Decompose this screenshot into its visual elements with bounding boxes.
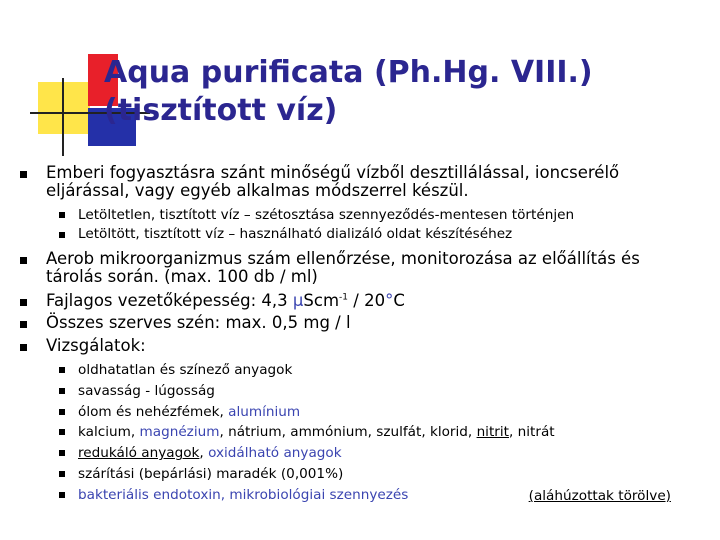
conductivity-exponent: -1 (339, 292, 349, 303)
test-item (78, 383, 698, 400)
sub-bullet-marker (59, 388, 65, 394)
footnote-deleted: (aláhúzottak törölve) (528, 488, 671, 504)
test-item-text: , (199, 445, 209, 462)
test-item-text: magnézium (139, 424, 220, 441)
test-item (78, 362, 698, 379)
test-item (78, 445, 698, 462)
sub-bullet-marker (59, 409, 65, 415)
bullet-marker (20, 299, 27, 306)
test-item-text: nitrit (476, 424, 509, 441)
bullet-tests: Vizsgálatok: (46, 336, 146, 355)
title-line-2: (tisztított víz) (104, 93, 338, 128)
decor-vertical-line (62, 78, 64, 156)
sub-bullet-marker (59, 232, 65, 238)
sub-bullet-marker (59, 450, 65, 456)
test-item-text: alumínium (228, 403, 301, 420)
degree-symbol: ° (385, 291, 394, 310)
mu-symbol: µ (292, 291, 304, 310)
bullet-marker (20, 257, 27, 264)
test-item-text: kalcium, (78, 424, 140, 441)
conductivity-unit: Scm (303, 291, 340, 310)
bullet-production: Emberi fogyasztásra szánt minőségű vízből desztillálással, ioncserélő eljárással, vagy egyéb alkalmas módszerrel készül. (46, 163, 620, 200)
bullet-aerobic: Aerob mikroorganizmus szám ellenőrzése, monitorozása az előállítás és tárolás során. (max. 100 db / ml) (46, 249, 640, 286)
sub-bullet-marker (59, 429, 65, 435)
sub-bullet-marker (59, 367, 65, 373)
bullet-toc: Összes szerves szén: max. 0,5 mg / l (46, 313, 351, 332)
test-item-text: oxidálható anyagok (208, 445, 342, 462)
conductivity-text-d: C (393, 291, 405, 310)
bullet-marker (20, 344, 27, 351)
test-item-text: bakteriális endotoxin, mikrobiológiai szennyezés (78, 486, 409, 503)
test-item (78, 404, 698, 421)
test-item-text: szárítási (bepárlási) maradék (0,001%) (78, 466, 344, 482)
sub-bullet-marker (59, 492, 65, 498)
test-item-text: , nitrát (508, 424, 555, 441)
test-item (78, 424, 698, 441)
test-item (78, 466, 698, 483)
test-item-text: ólom és nehézfémek, (78, 403, 229, 420)
sub-bullet-unfilled: Letöltetlen, tisztított víz – szétosztása szennyeződés-mentesen történjen (78, 207, 575, 223)
bullet-marker (20, 171, 27, 178)
test-item-text: oldhatatlan és színező anyagok (78, 362, 293, 378)
bullet-conductivity (46, 292, 686, 310)
test-item-text: redukáló anyagok (78, 445, 200, 462)
test-item-text: , nátrium, ammónium, szulfát, klorid, (219, 424, 477, 441)
title-line-1: Aqua purificata (Ph.Hg. VIII.) (104, 55, 593, 90)
slide-title (104, 54, 593, 130)
test-item-text: savasság - lúgosság (78, 382, 215, 399)
sub-bullet-marker (59, 212, 65, 218)
sub-bullet-filled: Letöltött, tisztított víz – használható dializáló oldat készítéséhez (78, 226, 513, 242)
conductivity-text-a: Fajlagos vezetőképesség: 4,3 (46, 291, 293, 310)
decor-yellow-square (38, 82, 90, 134)
sub-bullet-marker (59, 471, 65, 477)
bullet-marker (20, 321, 27, 328)
conductivity-text-c: / 20 (348, 291, 386, 310)
